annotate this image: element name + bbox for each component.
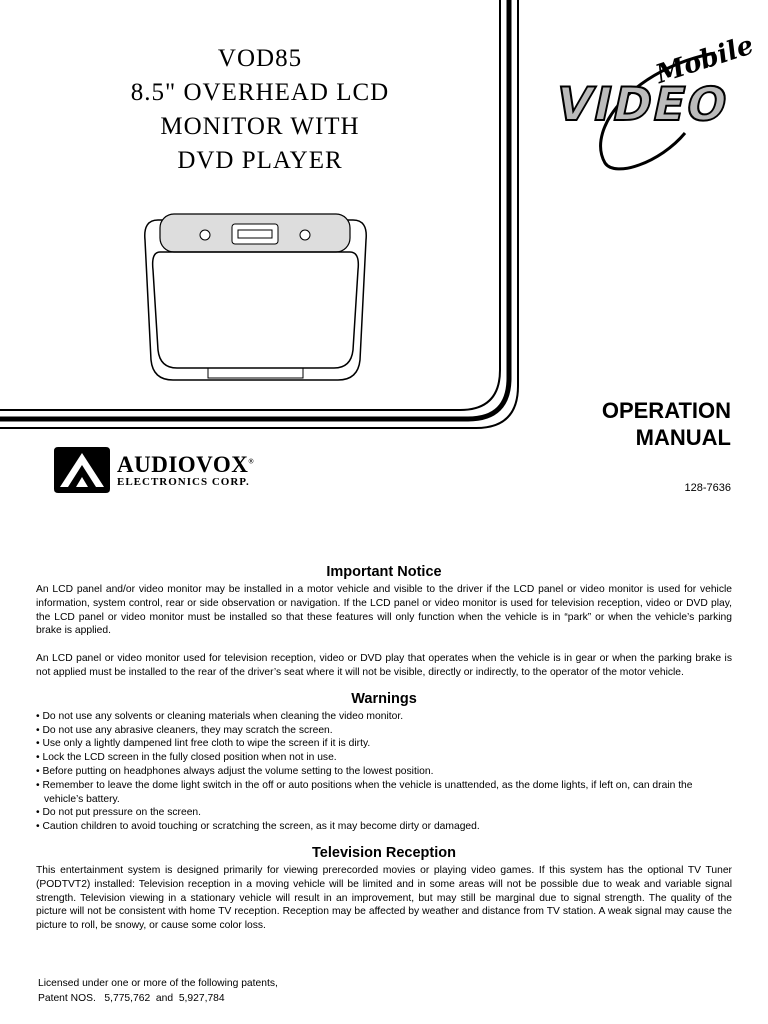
warning-item: • Lock the LCD screen in the fully closed position when not in use. xyxy=(36,752,337,764)
company-subtitle: ELECTRONICS CORP. xyxy=(117,476,250,488)
warning-item: • Caution children to avoid touching or scratching the screen, as it may become dirty or damaged. xyxy=(36,821,480,833)
warnings-list xyxy=(36,710,732,834)
notice-paragraph-1: An LCD panel and/or video monitor may be installed in a motor vehicle and visible to the driver if the LCD panel or video monitor is used for vehicle information, system control, rear or side observation or navigation. If the LCD panel or video monitor is used for television reception, video or DVD play, the LCD panel or video monitor must be installed so that these features will only function when the vehicle is in “park” or when the vehicle’s parking brake is applied. xyxy=(36,584,732,637)
warning-item: • Remember to leave the dome light switch in the off or auto positions when the vehicle is unattended, as the dome lights, if left on, can drain the vehicle’s battery. xyxy=(36,779,693,805)
operation-manual-heading xyxy=(602,397,731,451)
manual-line: MANUAL xyxy=(635,425,731,450)
monitor-illustration xyxy=(138,210,373,390)
logo-block-word: VIDEO xyxy=(551,77,734,131)
tv-reception-heading: Television Reception xyxy=(312,844,456,861)
patent-line-1: Licensed under one or more of the following patents, xyxy=(38,978,278,989)
patent-notice xyxy=(38,976,278,1006)
title-line-monitor: MONITOR WITH xyxy=(160,113,360,140)
logo-script-word: Mobile xyxy=(652,30,758,90)
audiovox-emblem xyxy=(52,445,112,495)
warning-item: • Use only a lightly dampened lint free cloth to wipe the screen if it is dirty. xyxy=(36,738,371,750)
company-name: AUDIOVOX® xyxy=(117,452,255,477)
important-notice-heading: Important Notice xyxy=(326,564,442,580)
warnings-heading: Warnings xyxy=(351,690,417,707)
manual-body xyxy=(36,563,732,933)
notice-paragraph-2: An LCD panel or video monitor used for television reception, video or DVD play that operates when the vehicle is in gear or when the parking brake is not applied must be installed to the rear of the driver’s seat where it will not be visible, directly or indirectly, to the operator of the motor vehicle. xyxy=(36,653,732,678)
title-line-size: 8.5" OVERHEAD LCD xyxy=(130,79,390,106)
warning-item: • Do not put pressure on the screen. xyxy=(36,807,202,819)
product-title xyxy=(90,42,430,178)
tv-reception-paragraph: This entertainment system is designed primarily for viewing prerecorded movies or playing video games. If this system has the optional TV Tuner (PODTVT2) installed: Television reception in a moving vehicle will be limited and in some areas will not be possible due to weak and variable signal strength. Television viewing in a stationary vehicle will result in an improvement, but may still be marginal due to signal strength. The quality of the picture will not be consistent with home TV reception. Reception may be affected by weather and distance from TV station. A weak signal may cause the picture to roll, be snowy, or cause some color loss. xyxy=(36,864,732,932)
warning-item: • Do not use any solvents or cleaning materials when cleaning the video monitor. xyxy=(36,710,404,722)
part-number: 128-7636 xyxy=(684,482,731,494)
title-line-model: VOD85 xyxy=(217,45,303,72)
warning-item: • Before putting on headphones always adjust the volume setting to the lowest position. xyxy=(36,765,434,777)
title-line-dvd: DVD PLAYER xyxy=(177,147,343,174)
mobile-video-logo xyxy=(551,30,758,178)
operation-line: OPERATION xyxy=(601,398,731,423)
patent-line-2: Patent NOS. 5,775,762 and 5,927,784 xyxy=(38,993,225,1004)
warning-item: • Do not use any abrasive cleaners, they may scratch the screen. xyxy=(36,724,333,736)
